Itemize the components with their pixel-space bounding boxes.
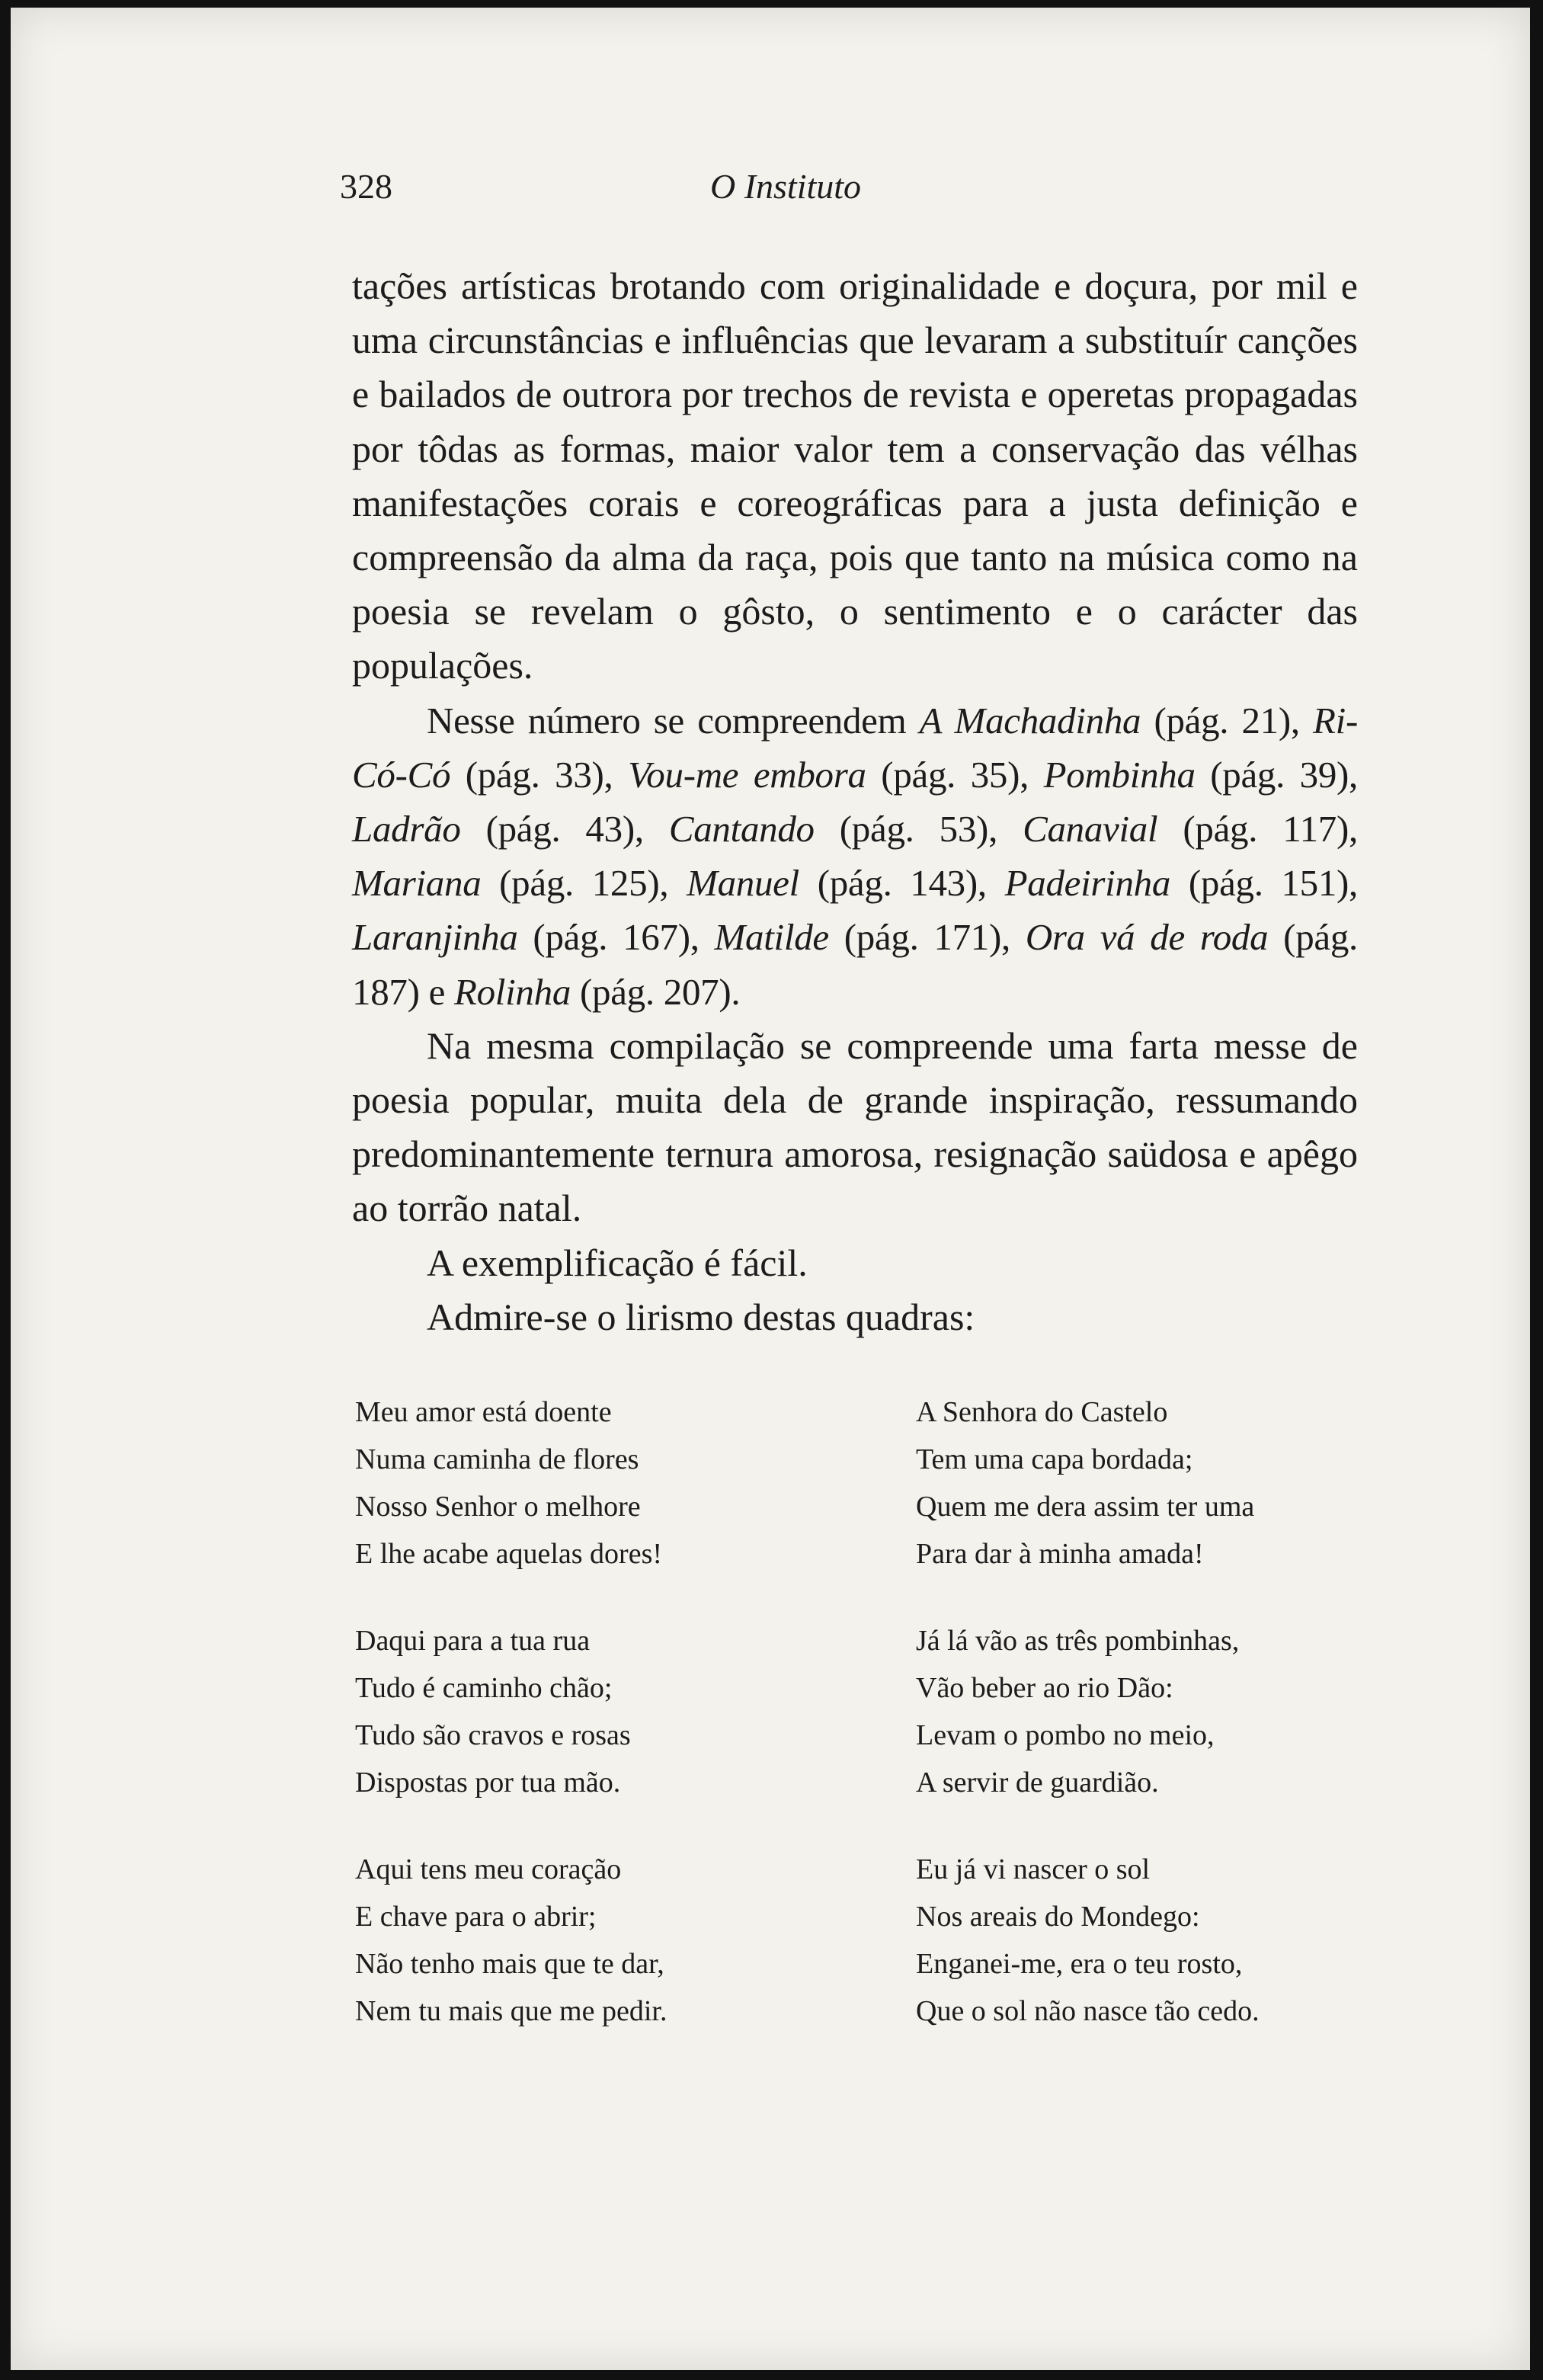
verse-line: Aqui tens meu coração [355,1853,622,1885]
work-title: Cantando [668,808,815,850]
quadra-stanza [916,1846,1361,2035]
verse-line: Nem tu mais que me pedir. [355,1995,667,2027]
verse-line: E chave para o abrir; [355,1901,597,1933]
verse-line: Quem me dera assim ter uma [916,1491,1255,1523]
work-page-ref: (pág. 143), [799,862,1005,905]
paragraph-works-list [352,693,1358,1019]
paragraph-continuation: tações artísticas brotando com originalidade e doçura, por mil e uma circunstâncias e influências que levaram a substituír canções e bailados de outrora por trechos de revista e operetas propagadas por tôdas as formas, maior valor tem a conservação das vélhas manifestações corais e coreográficas para a justa definição e compreensão da alma da raça, pois que tanto na música como na poesia se revelam o gôsto, o sentimento e o carácter das populações. [352,264,1358,687]
verse-line: Enganei-me, era o teu rosto, [916,1948,1243,1980]
quadras-grid [355,1389,1361,2035]
work-title: Ladrão [352,808,461,850]
verse-line: Nosso Senhor o melhore [355,1491,641,1523]
work-page-ref: (pág. 21), [1141,699,1314,742]
verse-line: Numa caminha de flores [355,1443,639,1475]
verse-line: A Senhora do Castelo [916,1396,1168,1428]
verse-line: Que o sol não nasce tão cedo. [916,1995,1260,2027]
verse-line: Meu amor está doente [355,1396,612,1428]
journal-title: O Instituto [709,167,862,206]
work-title: Rolinha [453,970,571,1013]
book-page [11,8,1530,2370]
work-page-ref: (pág. 33), [450,753,629,796]
work-page-ref: (pág. 171), [828,916,1026,959]
work-page-ref: (pág. 53), [814,808,1023,850]
work-title: Ri-Có-Có [352,699,1358,796]
quadra-stanza [355,1389,916,1578]
verse-line: Tem uma capa bordada; [916,1443,1193,1475]
quadra-stanza [355,1617,916,1806]
body-text [352,259,1358,1344]
verse-line: Para dar à minha amada! [916,1538,1204,1570]
work-title: A Machadinha [919,699,1141,742]
work-page-ref: (pág. 187) e [352,916,1358,1013]
work-title: Mariana [352,862,482,905]
work-title: Laranjinha [352,916,518,959]
verse-line: Eu já vi nascer o sol [916,1853,1151,1885]
verse-line: Nos areais do Mondego: [916,1901,1200,1933]
paragraph-lyricism: Admire-se o lirismo destas quadras: [427,1295,975,1338]
work-page-ref: (pág. 125), [481,862,687,905]
paragraph-exemplification: A exemplificação é fácil. [427,1241,808,1284]
work-page-ref: (pág. 207). [571,970,741,1013]
work-title: Padeirinha [1004,862,1171,905]
work-title: Pombinha [1043,753,1196,796]
work-title: Canavial [1023,808,1158,850]
verse-line: Tudo é caminho chão; [355,1672,613,1704]
work-page-ref: (pág. 167), [517,916,715,959]
running-head [11,166,1530,219]
work-title: Vou-me embora [628,753,866,796]
work-page-ref: (pág. 151), [1170,862,1358,905]
page-number: 328 [340,167,392,206]
verse-line: Não tenho mais que te dar, [355,1948,664,1980]
verse-line: E lhe acabe aquelas dores! [355,1538,663,1570]
work-page-ref: (pág. 39), [1195,753,1358,796]
quadra-stanza [355,1846,916,2035]
verse-line: Já lá vão as três pombinhas, [916,1625,1240,1657]
verse-line: Tudo são cravos e rosas [355,1719,631,1751]
work-title: Manuel [687,862,799,905]
work-title: Ora vá de roda [1025,916,1269,959]
paragraph-compilation: Na mesma compilação se compreende uma farta messe de poesia popular, muita dela de grande inspiração, ressumando predominantemente ternura amorosa, resignação saüdosa e apêgo ao torrão natal. [352,1023,1358,1230]
work-page-ref: (pág. 43), [460,808,669,850]
works-intro: Nesse número se compreendem [427,699,920,742]
verse-line: Daqui para a tua rua [355,1625,591,1657]
verse-line: Dispostas por tua mão. [355,1767,621,1799]
verse-line: A servir de guardião. [916,1767,1159,1799]
work-title: Matilde [714,916,829,959]
work-page-ref: (pág. 117), [1157,808,1358,850]
work-page-ref: (pág. 35), [866,753,1044,796]
verse-line: Vão beber ao rio Dão: [916,1672,1173,1704]
verse-line: Levam o pombo no meio, [916,1719,1215,1751]
quadra-stanza [916,1617,1361,1806]
quadra-stanza [916,1389,1361,1578]
